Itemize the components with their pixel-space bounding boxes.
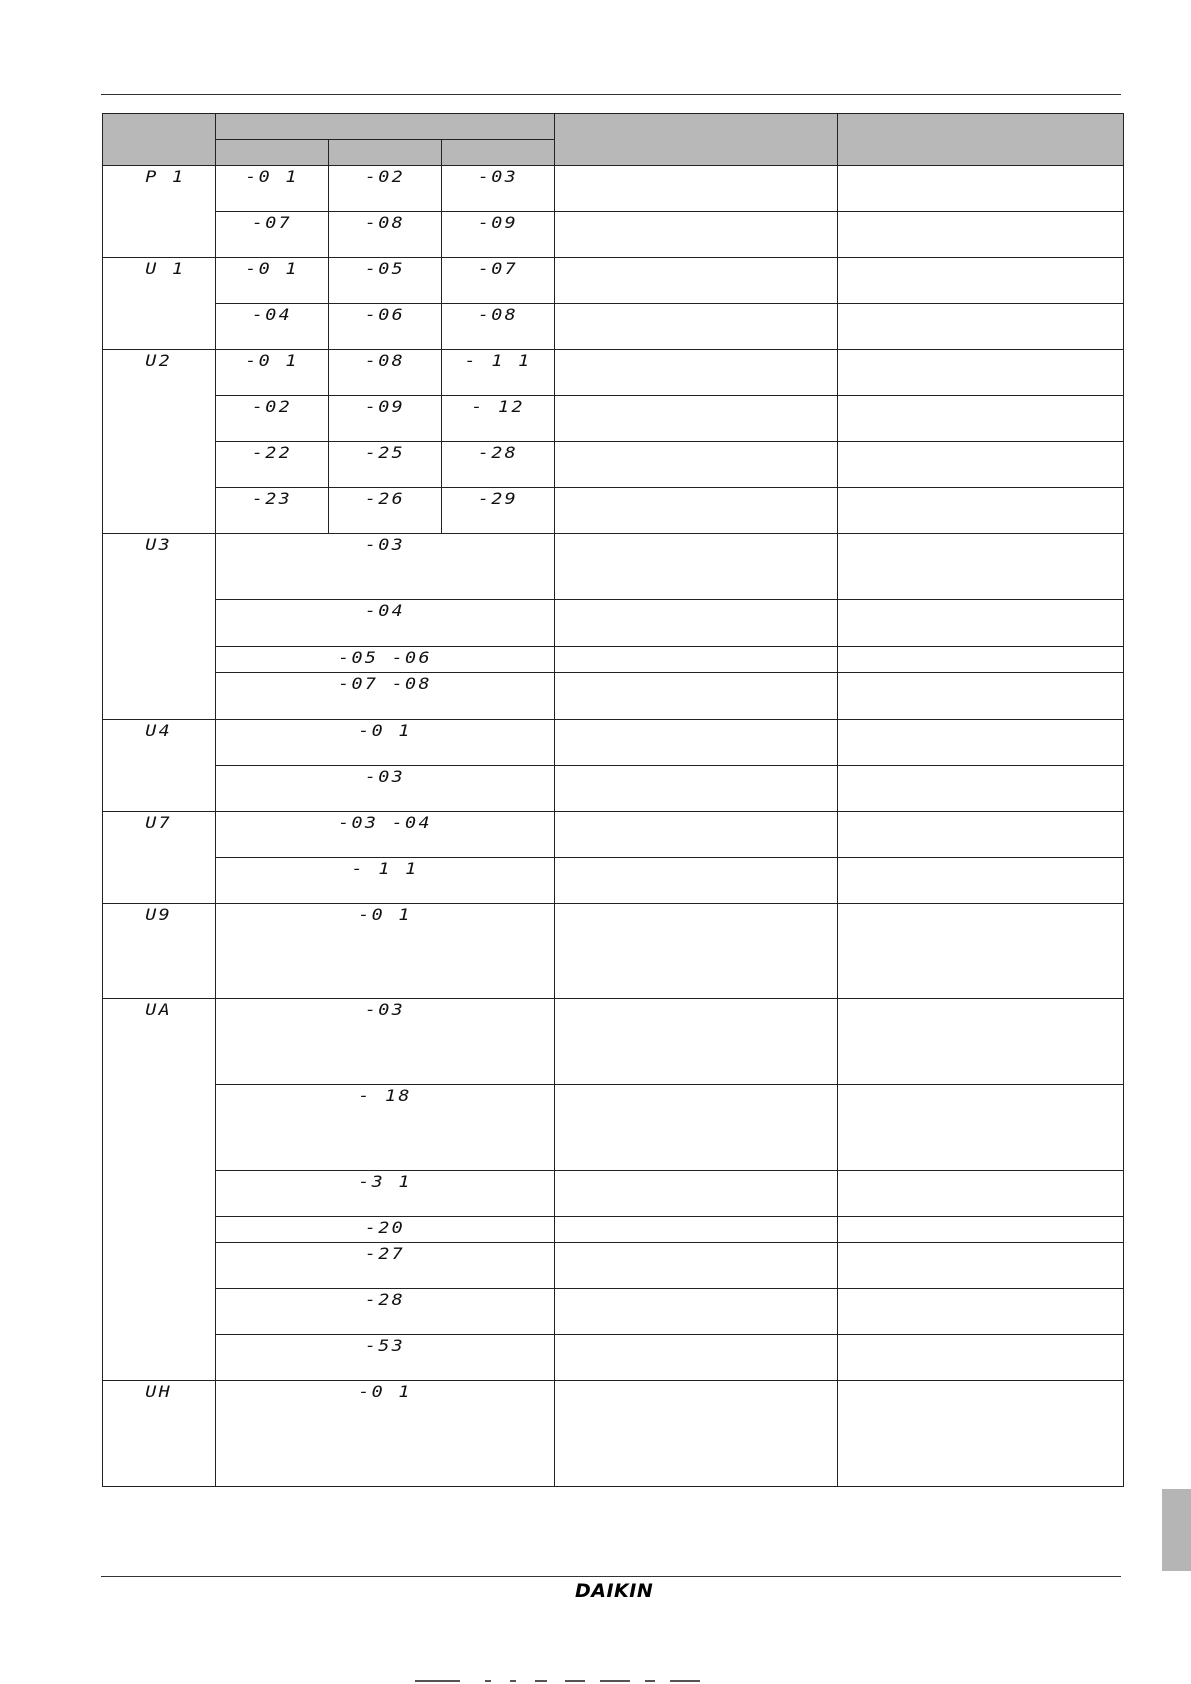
sub-code-cell — [216, 488, 329, 534]
sub-code: -07 — [477, 259, 519, 278]
table-row — [103, 999, 1124, 1085]
sub-code-cell — [442, 304, 555, 350]
sub-code: -05 — [364, 259, 406, 278]
sub-code: -03 — [364, 767, 406, 786]
solution-cell — [838, 720, 1124, 766]
sub-code: -03 — [364, 1000, 406, 1019]
sub-code-cell — [216, 1335, 555, 1381]
sub-code-cell — [216, 1085, 555, 1171]
solution-cell — [838, 1381, 1124, 1487]
table-row — [103, 258, 1124, 304]
table-row — [103, 304, 1124, 350]
sub-code-cell — [216, 534, 555, 600]
table-row — [103, 812, 1124, 858]
sub-code-cell — [216, 1217, 555, 1243]
solution-cell — [838, 999, 1124, 1085]
sub-code: - 12 — [471, 397, 525, 416]
sub-code-cell — [216, 442, 329, 488]
sub-code-cell — [216, 766, 555, 812]
sub-code: -03 -04 — [338, 813, 432, 832]
main-code: U9 — [145, 905, 172, 924]
sub-code-cell — [442, 442, 555, 488]
sub-code-cell — [329, 350, 442, 396]
solution-cell — [838, 1289, 1124, 1335]
solution-cell — [838, 166, 1124, 212]
sub-code: -04 — [364, 601, 406, 620]
solution-cell — [838, 1335, 1124, 1381]
sub-code-cell — [329, 442, 442, 488]
sub-code-col-2 — [329, 140, 442, 166]
sub-code-cell — [216, 1289, 555, 1335]
main-code: U 1 — [145, 259, 186, 278]
sub-code: -03 — [477, 167, 519, 186]
sub-code: -02 — [364, 167, 406, 186]
sub-code-header — [216, 114, 555, 140]
description-cell — [555, 1335, 838, 1381]
sub-code-cell — [329, 166, 442, 212]
footer-rule — [101, 1576, 1121, 1577]
solution-cell — [838, 488, 1124, 534]
sub-code: -20 — [364, 1218, 406, 1237]
description-cell — [555, 1243, 838, 1289]
sub-code: -53 — [364, 1336, 406, 1355]
table-row — [103, 1243, 1124, 1289]
main-code: U7 — [145, 813, 172, 832]
sub-code: - 1 1 — [464, 351, 532, 370]
solution-cell — [838, 1085, 1124, 1171]
table-row — [103, 673, 1124, 720]
sub-code: -23 — [251, 489, 293, 508]
solution-header — [838, 114, 1124, 166]
table-row — [103, 720, 1124, 766]
solution-cell — [838, 812, 1124, 858]
main-code-header — [103, 114, 216, 166]
table-row — [103, 1085, 1124, 1171]
sub-code: -28 — [477, 443, 519, 462]
sub-code: - 18 — [358, 1086, 412, 1105]
description-cell — [555, 1289, 838, 1335]
table-row — [103, 534, 1124, 600]
description-cell — [555, 258, 838, 304]
sub-code-cell — [329, 396, 442, 442]
solution-cell — [838, 1243, 1124, 1289]
sub-code: -0 1 — [358, 905, 412, 924]
description-cell — [555, 442, 838, 488]
main-code: UA — [145, 1000, 172, 1019]
sub-code-cell — [216, 812, 555, 858]
sub-code-cell — [216, 600, 555, 647]
sub-code-cell — [442, 166, 555, 212]
main-code-cell — [103, 350, 216, 534]
sub-code-cell — [216, 720, 555, 766]
sub-code: -27 — [364, 1244, 406, 1263]
solution-cell — [838, 1217, 1124, 1243]
description-cell — [555, 858, 838, 904]
table-row — [103, 442, 1124, 488]
main-code-cell — [103, 166, 216, 258]
sub-code-cell — [442, 488, 555, 534]
error-code-table — [102, 113, 1124, 1487]
solution-cell — [838, 442, 1124, 488]
table-row — [103, 647, 1124, 673]
sub-code: -29 — [477, 489, 519, 508]
solution-cell — [838, 858, 1124, 904]
solution-cell — [838, 304, 1124, 350]
table-row — [103, 212, 1124, 258]
sub-code-cell — [442, 258, 555, 304]
sub-code: -3 1 — [358, 1172, 412, 1191]
sub-code-cell — [329, 212, 442, 258]
description-cell — [555, 1381, 838, 1487]
sub-code-cell — [216, 904, 555, 999]
description-cell — [555, 396, 838, 442]
sub-code-cell — [329, 258, 442, 304]
footer-marks — [415, 1680, 775, 1683]
description-cell — [555, 350, 838, 396]
table-body — [103, 166, 1124, 1487]
sub-code: -0 1 — [245, 259, 299, 278]
sub-code: -08 — [364, 351, 406, 370]
sub-code: -02 — [251, 397, 293, 416]
sub-code: -25 — [364, 443, 406, 462]
description-cell — [555, 1171, 838, 1217]
solution-cell — [838, 258, 1124, 304]
sub-code-cell — [216, 858, 555, 904]
description-cell — [555, 647, 838, 673]
sub-code: -08 — [364, 213, 406, 232]
sub-code: -0 1 — [358, 1382, 412, 1401]
solution-cell — [838, 904, 1124, 999]
description-cell — [555, 1085, 838, 1171]
solution-cell — [838, 766, 1124, 812]
sub-code: -03 — [364, 535, 406, 554]
description-cell — [555, 766, 838, 812]
sub-code-cell — [216, 647, 555, 673]
table-row — [103, 1171, 1124, 1217]
sub-code: -07 -08 — [338, 674, 432, 693]
table-row — [103, 600, 1124, 647]
sub-code-cell — [216, 673, 555, 720]
description-header — [555, 114, 838, 166]
main-code: U2 — [145, 351, 172, 370]
main-code: UH — [145, 1382, 172, 1401]
sub-code: -09 — [364, 397, 406, 416]
description-cell — [555, 166, 838, 212]
table-header — [103, 114, 1124, 166]
sub-code-cell — [216, 1381, 555, 1487]
solution-cell — [838, 673, 1124, 720]
description-cell — [555, 999, 838, 1085]
table-row — [103, 1335, 1124, 1381]
sub-code: -0 1 — [245, 351, 299, 370]
sub-code-col-1 — [216, 140, 329, 166]
sub-code: -09 — [477, 213, 519, 232]
sub-code-cell — [216, 258, 329, 304]
sub-code-cell — [216, 999, 555, 1085]
main-code: P 1 — [145, 167, 186, 186]
description-cell — [555, 600, 838, 647]
sub-code: -04 — [251, 305, 293, 324]
table-row — [103, 350, 1124, 396]
sub-code: -26 — [364, 489, 406, 508]
solution-cell — [838, 350, 1124, 396]
sub-code: -06 — [364, 305, 406, 324]
sub-code-cell — [216, 166, 329, 212]
sub-code: -0 1 — [358, 721, 412, 740]
sub-code: -05 -06 — [338, 648, 432, 667]
main-code: U3 — [145, 535, 172, 554]
description-cell — [555, 488, 838, 534]
table-row — [103, 1381, 1124, 1487]
main-code-cell — [103, 258, 216, 350]
sub-code: -07 — [251, 213, 293, 232]
description-cell — [555, 304, 838, 350]
sub-code-cell — [216, 350, 329, 396]
description-cell — [555, 904, 838, 999]
table-row — [103, 488, 1124, 534]
solution-cell — [838, 212, 1124, 258]
sub-code-cell — [329, 488, 442, 534]
sub-code-cell — [442, 212, 555, 258]
description-cell — [555, 212, 838, 258]
solution-cell — [838, 534, 1124, 600]
description-cell — [555, 534, 838, 600]
description-cell — [555, 1217, 838, 1243]
solution-cell — [838, 647, 1124, 673]
daikin-logo: DAIKIN — [575, 1580, 654, 1602]
table-row — [103, 396, 1124, 442]
solution-cell — [838, 396, 1124, 442]
sub-code-cell — [442, 396, 555, 442]
sub-code: -08 — [477, 305, 519, 324]
sub-code: - 1 1 — [351, 859, 419, 878]
description-cell — [555, 812, 838, 858]
sub-code-cell — [216, 396, 329, 442]
solution-cell — [838, 1171, 1124, 1217]
sub-code: -22 — [251, 443, 293, 462]
description-cell — [555, 720, 838, 766]
page-section-tab — [1162, 1489, 1191, 1571]
sub-code-cell — [442, 350, 555, 396]
sub-code-cell — [216, 212, 329, 258]
sub-code-col-3 — [442, 140, 555, 166]
description-cell — [555, 673, 838, 720]
sub-code-cell — [216, 1171, 555, 1217]
sub-code-cell — [216, 304, 329, 350]
sub-code-cell — [216, 1243, 555, 1289]
table-row — [103, 1217, 1124, 1243]
sub-code-cell — [329, 304, 442, 350]
table-row — [103, 904, 1124, 999]
sub-code: -28 — [364, 1290, 406, 1309]
table-row — [103, 766, 1124, 812]
table-row — [103, 166, 1124, 212]
table-row — [103, 858, 1124, 904]
header-rule — [101, 94, 1121, 95]
solution-cell — [838, 600, 1124, 647]
table-row — [103, 1289, 1124, 1335]
sub-code: -0 1 — [245, 167, 299, 186]
main-code: U4 — [145, 721, 172, 740]
